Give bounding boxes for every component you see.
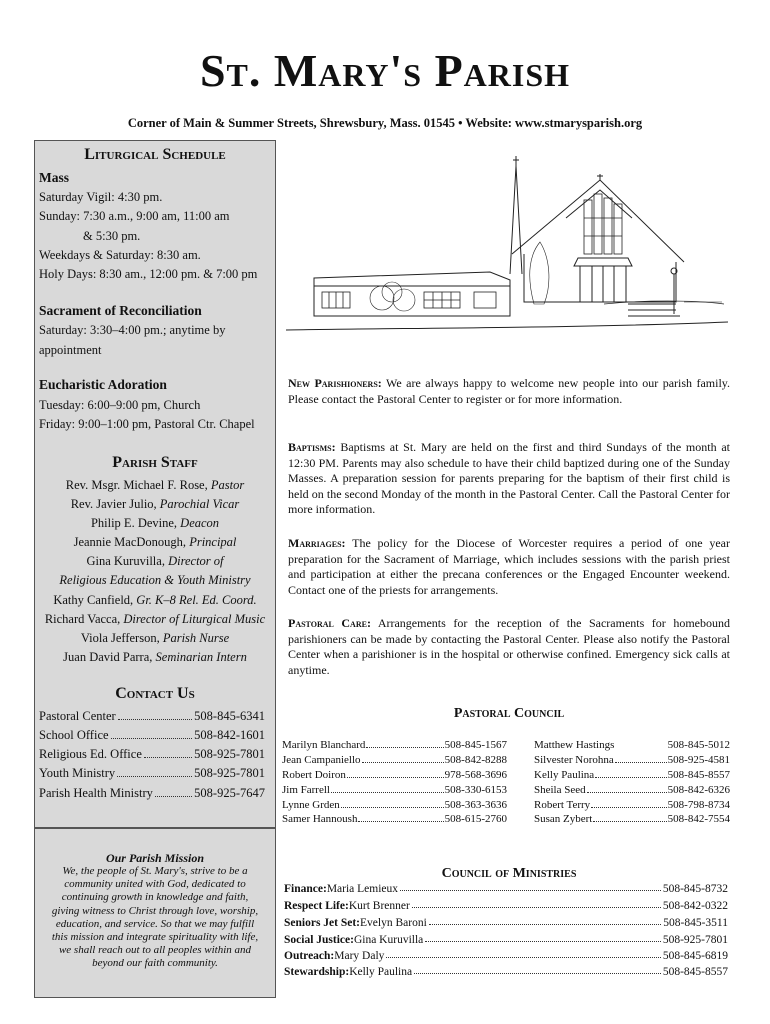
mission-box xyxy=(34,828,276,998)
pastoral-council-heading: Pastoral Council xyxy=(453,706,565,721)
staff-member: Viola Jefferson, Parish Nurse xyxy=(80,631,230,645)
council-member: Samer Hannoush 508-615-2760 xyxy=(282,813,507,825)
reconciliation-title: Sacrament of Reconciliation xyxy=(39,303,202,318)
council-member: Sheila Seed 508-842-6326 xyxy=(534,784,730,796)
adoration-line: Friday: 9:00–1:00 pm, Pastoral Ctr. Chapel xyxy=(39,417,255,431)
staff-member: Gina Kuruvilla, Director of xyxy=(86,554,224,568)
marriages-paragraph: Marriages: The policy for the Diocese of Worcester requires a period of one year preparation for the Sacrament of Marriage, which includes sessions with the parish priest and participation at either the precana conferences or the Engaged Encounter weekend. Contact one of the priests for arrangements. xyxy=(288,536,730,597)
page-title: St. Mary's Parish xyxy=(199,45,571,96)
ministry-row: Social Justice: Gina Kuruvilla 508-925-7801 xyxy=(284,934,728,946)
ministry-row: Respect Life: Kurt Brenner 508-842-0322 xyxy=(284,900,728,912)
ministry-row: Seniors Jet Set: Evelyn Baroni 508-845-3511 xyxy=(284,917,728,929)
contact-row: Religious Ed. Office 508-925-7801 xyxy=(39,747,265,761)
staff-member: Kathy Canfield, Gr. K–8 Rel. Ed. Coord. xyxy=(53,593,257,607)
mission-text: We, the people of St. Mary's, strive to be a community united with God, dedicated to continuing growth in knowledge and faith, giving witness to Christ through love, worship, education, and service. So that we may fulfill this mission and integrate spirituality with life, we shall reach out to all peoples within and beyond our faith community. xyxy=(51,865,259,970)
mass-title: Mass xyxy=(39,170,69,185)
contact-row: Youth Ministry 508-925-7801 xyxy=(39,766,265,780)
council-member: Robert Doiron 978-568-3696 xyxy=(282,769,507,781)
contact-row: Parish Health Ministry 508-925-7647 xyxy=(39,786,265,800)
reconciliation-line: appointment xyxy=(39,343,102,357)
council-member: Jim Farrell 508-330-6153 xyxy=(282,784,507,796)
adoration-line: Tuesday: 6:00–9:00 pm, Church xyxy=(39,398,201,412)
staff-member: Juan David Parra, Seminarian Intern xyxy=(63,650,247,664)
reconciliation-line: Saturday: 3:30–4:00 pm.; anytime by xyxy=(39,323,226,337)
address-line: Corner of Main & Summer Streets, Shrewsbury, Mass. 01545 • Website: www.stmarysparish.org xyxy=(127,116,643,130)
church-illustration-icon xyxy=(284,154,730,342)
ministry-row: Stewardship: Kelly Paulina 508-845-8557 xyxy=(284,966,728,978)
staff-heading: Parish Staff xyxy=(112,454,198,471)
sidebar xyxy=(34,140,276,828)
mass-line: Saturday Vigil: 4:30 pm. xyxy=(39,190,163,204)
adoration-title: Eucharistic Adoration xyxy=(39,377,167,392)
contact-row: School Office 508-842-1601 xyxy=(39,728,265,742)
schedule-heading: Liturgical Schedule xyxy=(84,146,226,163)
council-member: Marilyn Blanchard 508-845-1567 xyxy=(282,739,507,751)
council-member: Matthew Hastings 508-845-5012 xyxy=(534,739,730,751)
council-member: Robert Terry 508-798-8734 xyxy=(534,799,730,811)
council-member: Susan Zybert 508-842-7554 xyxy=(534,813,730,825)
baptisms-paragraph: Baptisms: Baptisms at St. Mary are held on the first and third Sundays of the month at 12:30 PM. Parents may also schedule to have their child baptized during one of the Sunday Masses. A preparation session for parents preparing for the baptism of their first child is held on the second Monday of the month in the Pastoral Center. Call the Pastoral Center for more information. xyxy=(288,440,730,517)
staff-member: Religious Education & Youth Ministry xyxy=(59,573,251,587)
staff-member: Richard Vacca, Director of Liturgical Music xyxy=(44,612,266,626)
mass-line: Weekdays & Saturday: 8:30 am. xyxy=(39,248,201,262)
ministries-heading: Council of Ministries xyxy=(441,866,577,881)
new-parishioners-paragraph: New Parishioners: We are always happy to welcome new people into our parish family. Please contact the Pastoral Center to register or for more information. xyxy=(288,376,731,406)
ministry-row: Outreach: Mary Daly 508-845-6819 xyxy=(284,950,728,962)
mass-line: Sunday: 7:30 a.m., 9:00 am, 11:00 am xyxy=(39,209,230,223)
ministry-row: Finance: Maria Lemieux 508-845-8732 xyxy=(284,883,728,895)
staff-member: Philip E. Devine, Deacon xyxy=(90,516,220,530)
contact-heading: Contact Us xyxy=(115,685,195,702)
pastoral-care-paragraph: Pastoral Care: Arrangements for the reception of the Sacraments for homebound parishioners can be made by contacting the Pastoral Center. Please also notify the Pastoral Center when a parishioner is in the hospital or otherwise confined. Emergency sick calls at anytime. xyxy=(288,616,730,677)
mission-title: Our Parish Mission xyxy=(105,851,205,865)
council-member: Jean Campaniello 508-842-8288 xyxy=(282,754,507,766)
mass-line: Holy Days: 8:30 am., 12:00 pm. & 7:00 pm xyxy=(39,267,258,281)
contact-row: Pastoral Center 508-845-6341 xyxy=(39,709,265,723)
staff-member: Rev. Javier Julio, Parochial Vicar xyxy=(70,497,240,511)
mass-line: & 5:30 pm. xyxy=(83,229,141,243)
staff-member: Rev. Msgr. Michael F. Rose, Pastor xyxy=(65,478,245,492)
council-member: Lynne Grden 508-363-3636 xyxy=(282,799,507,811)
staff-member: Jeannie MacDonough, Principal xyxy=(73,535,237,549)
council-member: Kelly Paulina 508-845-8557 xyxy=(534,769,730,781)
council-member: Silvester Norohna 508-925-4581 xyxy=(534,754,730,766)
